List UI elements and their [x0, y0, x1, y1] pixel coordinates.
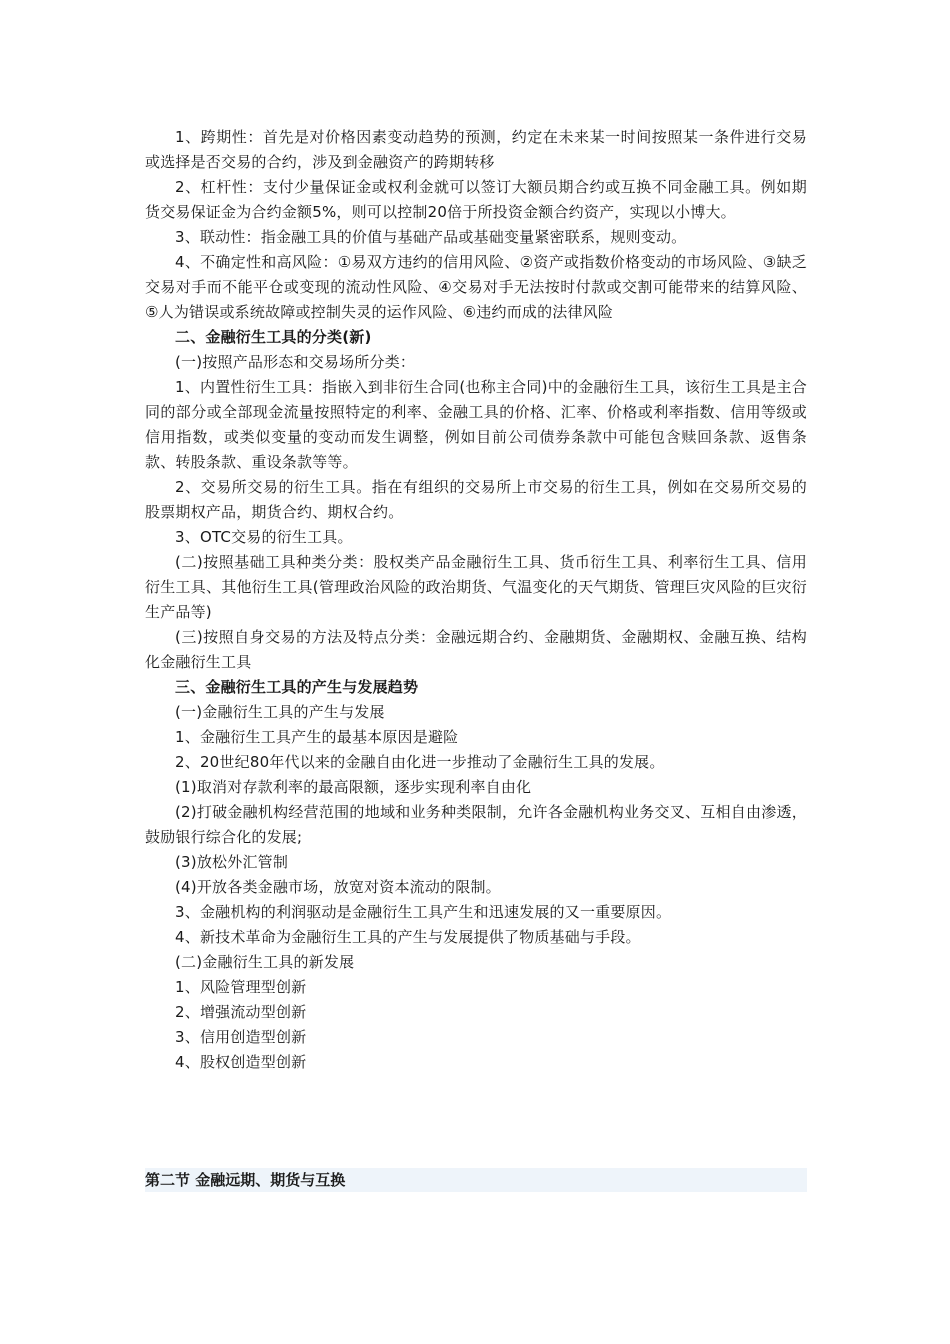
- paragraph: 4、股权创造型创新: [175, 1053, 307, 1071]
- section-subheading: 二、金融衍生工具的分类(新): [175, 328, 372, 346]
- paragraph: 4、新技术革命为金融衍生工具的产生与发展提供了物质基础与手段。: [175, 928, 641, 946]
- document-body: [145, 125, 807, 1075]
- paragraph: (二)金融衍生工具的新发展: [175, 953, 355, 971]
- paragraph: 3、OTC交易的衍生工具。: [175, 528, 353, 546]
- paragraph: (三)按照自身交易的方法及特点分类：金融远期合约、金融期货、金融期权、金融互换、结构化金融衍生工具: [145, 628, 807, 671]
- paragraph: 2、交易所交易的衍生工具。指在有组织的交易所上市交易的衍生工具，例如在交易所交易的股票期权产品，期货合约、期权合约。: [145, 478, 807, 521]
- section-heading: 第二节 金融远期、期货与互换: [145, 1168, 807, 1192]
- paragraph: (1)取消对存款利率的最高限额，逐步实现利率自由化: [175, 778, 532, 796]
- section-subheading: 三、金融衍生工具的产生与发展趋势: [175, 678, 419, 696]
- paragraph: (一)按照产品形态和交易场所分类：: [175, 353, 416, 371]
- paragraph: 3、信用创造型创新: [175, 1028, 307, 1046]
- paragraph: (4)开放各类金融市场，放宽对资本流动的限制。: [175, 878, 501, 896]
- paragraph: 2、20世纪80年代以来的金融自由化进一步推动了金融衍生工具的发展。: [175, 753, 665, 771]
- paragraph: (2)打破金融机构经营范围的地域和业务种类限制，允许各金融机构业务交叉、互相自由渗透，鼓励银行综合化的发展;: [145, 803, 807, 846]
- paragraph: (一)金融衍生工具的产生与发展: [175, 703, 385, 721]
- paragraph: (二)按照基础工具种类分类：股权类产品金融衍生工具、货币衍生工具、利率衍生工具、信用衍生工具、其他衍生工具(管理政治风险的政治期货、气温变化的天气期货、管理巨灾风险的巨灾衍生产品等): [145, 553, 807, 621]
- paragraph: 2、增强流动型创新: [175, 1003, 307, 1021]
- paragraph: (3)放松外汇管制: [175, 853, 289, 871]
- paragraph: 1、跨期性：首先是对价格因素变动趋势的预测，约定在未来某一时间按照某一条件进行交易或选择是否交易的合约，涉及到金融资产的跨期转移: [145, 128, 807, 171]
- paragraph: 4、不确定性和高风险：①易双方违约的信用风险、②资产或指数价格变动的市场风险、③缺乏交易对手而不能平仓或变现的流动性风险、④交易对手无法按时付款或交割可能带来的结算风险、⑤人为错误或系统故障或控制失灵的运作风险、⑥违约而成的法律风险: [145, 253, 807, 321]
- paragraph: 2、杠杆性：支付少量保证金或权利金就可以签订大额员期合约或互换不同金融工具。例如期货交易保证金为合约金额5%，则可以控制20倍于所投资金额合约资产，实现以小博大。: [145, 178, 807, 221]
- paragraph: 1、金融衍生工具产生的最基本原因是避险: [175, 728, 459, 746]
- paragraph: 1、内置性衍生工具：指嵌入到非衍生合同(也称主合同)中的金融衍生工具，该衍生工具是主合同的部分或全部现金流量按照特定的利率、金融工具的价格、汇率、价格或利率指数、信用等级或信用指数，或类似变量的变动而发生调整，例如目前公司债券条款中可能包含赎回条款、返售条款、转股条款、重设条款等等。: [145, 378, 807, 471]
- paragraph: 3、联动性：指金融工具的价值与基础产品或基础变量紧密联系，规则变动。: [175, 228, 687, 246]
- paragraph: 3、金融机构的利润驱动是金融衍生工具产生和迅速发展的又一重要原因。: [175, 903, 672, 921]
- paragraph: 1、风险管理型创新: [175, 978, 307, 996]
